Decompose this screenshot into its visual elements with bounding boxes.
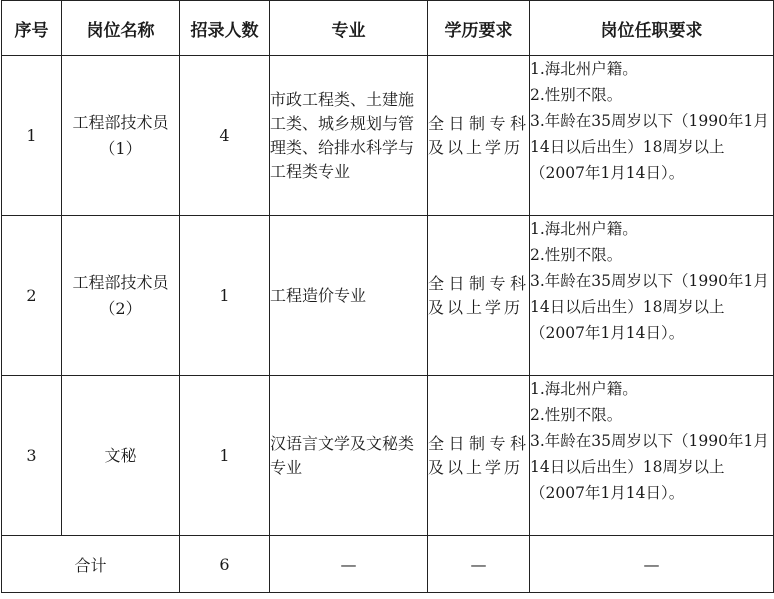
table-row (2, 376, 774, 536)
requirement-item: 1.海北州户籍。 (530, 380, 638, 398)
row-count: 4 (180, 56, 270, 216)
row-major: 工程造价专业 (270, 216, 428, 376)
row-requirements (530, 376, 774, 536)
table-row (2, 216, 774, 376)
requirement-item: 2.性别不限。 (530, 246, 623, 264)
total-count: 6 (180, 536, 270, 593)
header-requirements: 岗位任职要求 (530, 1, 774, 56)
requirement-item: 2.性别不限。 (530, 406, 623, 424)
row-position: 文秘 (62, 376, 180, 536)
requirement-item: 3.年龄在35周岁以下（1990年1月14日以后出生）18周岁以上（2007年1月14日）。 (530, 432, 769, 502)
requirement-item: 3.年龄在35周岁以下（1990年1月14日以后出生）18周岁以上（2007年1月14日）。 (530, 272, 769, 342)
header-position: 岗位名称 (62, 1, 180, 56)
total-education: — (428, 536, 530, 593)
row-education: 全日制专科及以上学历 (428, 376, 530, 536)
row-major: 汉语言文学及文秘类专业 (270, 376, 428, 536)
row-position: 工程部技术员（1） (62, 56, 180, 216)
row-seq: 3 (2, 376, 62, 536)
row-seq: 1 (2, 56, 62, 216)
total-requirements: — (530, 536, 774, 593)
row-education: 全日制专科及以上学历 (428, 56, 530, 216)
requirement-item: 1.海北州户籍。 (530, 220, 638, 238)
header-seq: 序号 (2, 1, 62, 56)
total-major: — (270, 536, 428, 593)
row-seq: 2 (2, 216, 62, 376)
table-row (2, 56, 774, 216)
total-row (2, 536, 774, 593)
requirement-item: 3.年龄在35周岁以下（1990年1月14日以后出生）18周岁以上（2007年1月14日）。 (530, 112, 769, 182)
total-label: 合计 (2, 536, 180, 593)
row-requirements (530, 216, 774, 376)
header-count: 招录人数 (180, 1, 270, 56)
header-major: 专业 (270, 1, 428, 56)
row-major: 市政工程类、土建施工类、城乡规划与管理类、给排水科学与工程类专业 (270, 56, 428, 216)
recruitment-table (1, 0, 774, 593)
requirement-item: 1.海北州户籍。 (530, 60, 638, 78)
row-requirements (530, 56, 774, 216)
row-count: 1 (180, 216, 270, 376)
row-position: 工程部技术员（2） (62, 216, 180, 376)
header-education: 学历要求 (428, 1, 530, 56)
row-count: 1 (180, 376, 270, 536)
row-education: 全日制专科及以上学历 (428, 216, 530, 376)
table-header-row (2, 1, 774, 56)
requirement-item: 2.性别不限。 (530, 86, 623, 104)
